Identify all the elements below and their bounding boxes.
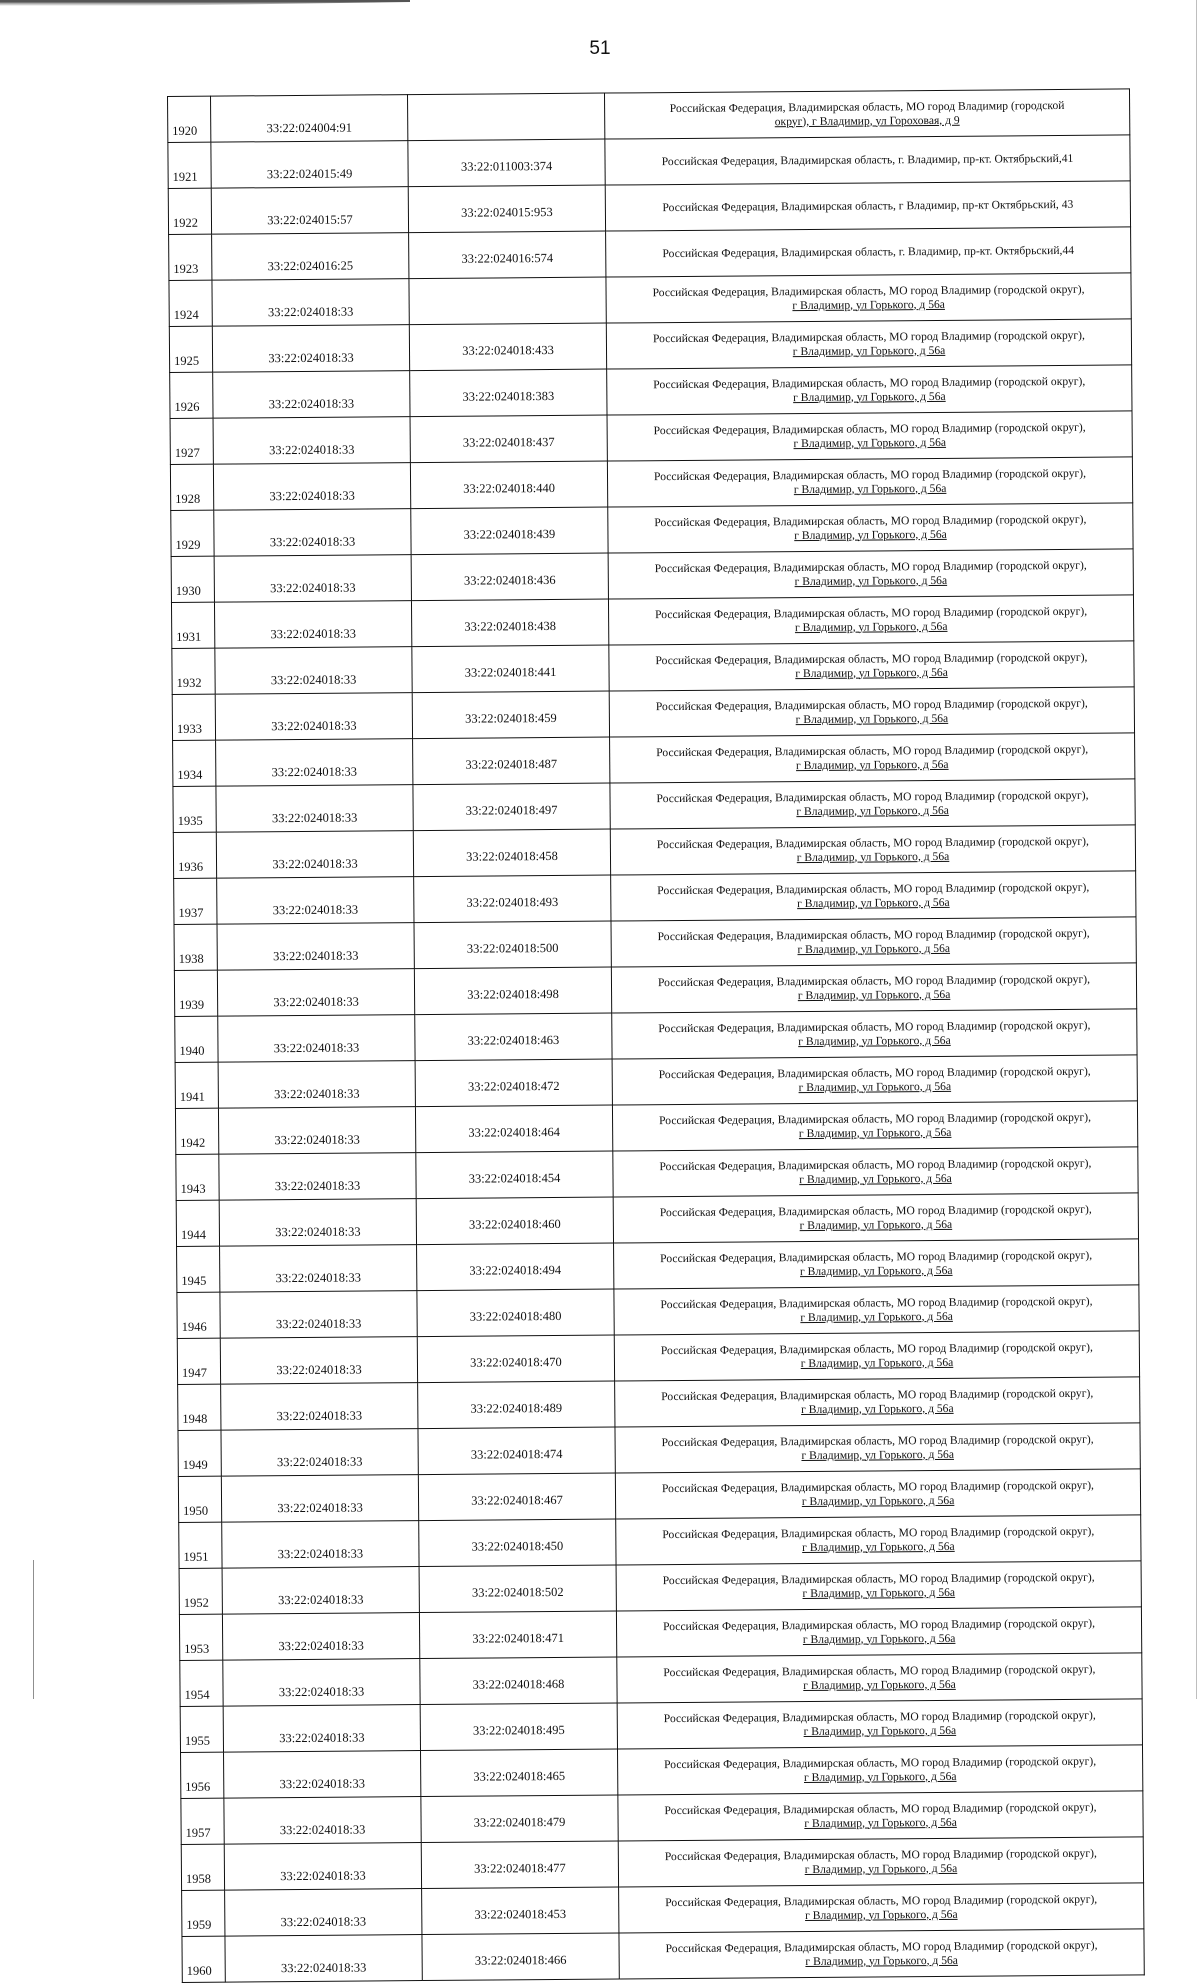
address-cell (608, 549, 1133, 599)
address-cell (615, 1469, 1140, 1519)
address-line-1: Российская Федерация, Владимирская область, МО город Владимир (городской округ), (658, 1064, 1091, 1081)
object-cadastral-number: 33:22:024018:497 (413, 783, 610, 831)
address-cell (618, 1791, 1143, 1841)
object-cadastral-number: 33:22:024018:465 (421, 1749, 618, 1797)
address-line-1: Российская Федерация, Владимирская область, МО город Владимир (городской округ), (664, 1754, 1097, 1771)
table-row (169, 273, 1131, 327)
table-row (181, 1791, 1143, 1845)
table-row (168, 89, 1130, 143)
address-line-2: г Владимир, ул Горького, д 56а (794, 619, 948, 634)
address-cell (612, 1101, 1137, 1151)
table-row (174, 917, 1136, 971)
row-number: 1920 (168, 96, 211, 142)
row-number: 1953 (179, 1614, 222, 1660)
table-row (179, 1607, 1141, 1661)
row-number: 1930 (171, 556, 214, 602)
address-line-2: г Владимир, ул Горького, д 56а (796, 849, 950, 864)
table-row (172, 687, 1134, 741)
table-row (173, 733, 1135, 787)
address-line-2: г Владимир, ул Горького, д 56а (793, 481, 947, 496)
table-row (182, 1883, 1144, 1937)
address-cell (615, 1377, 1140, 1427)
object-cadastral-number: 33:22:024018:498 (414, 967, 611, 1015)
address-line-2: г Владимир, ул Горького, д 56а (795, 757, 949, 772)
table-row (178, 1423, 1140, 1477)
building-cadastral-number: 33:22:024018:33 (217, 923, 414, 971)
object-cadastral-number: 33:22:024018:467 (418, 1473, 615, 1521)
address-cell (616, 1515, 1141, 1565)
building-cadastral-number: 33:22:024018:33 (216, 831, 413, 879)
address-line-2: г Владимир, ул Горького, д 56а (798, 1033, 951, 1048)
address-cell (614, 1285, 1139, 1335)
building-cadastral-number: 33:22:024018:33 (222, 1521, 419, 1569)
row-number: 1925 (169, 326, 212, 372)
row-number: 1959 (182, 1890, 225, 1936)
row-number: 1950 (178, 1476, 221, 1522)
address-line-2: г Владимир, ул Горького, д 56а (800, 1355, 954, 1370)
row-number: 1941 (175, 1062, 218, 1108)
address-line-1: Российская Федерация, Владимирская область, МО город Владимир (городской округ), (661, 1478, 1094, 1495)
address-line-2: г Владимир, ул Горького, д 56а (792, 343, 946, 358)
object-cadastral-number: 33:22:024018:466 (422, 1933, 619, 1981)
building-cadastral-number: 33:22:024018:33 (216, 785, 413, 833)
address-cell (618, 1837, 1143, 1887)
table-row (176, 1147, 1138, 1201)
building-cadastral-number: 33:22:024018:33 (221, 1475, 418, 1523)
object-cadastral-number: 33:22:024018:450 (419, 1519, 616, 1567)
building-cadastral-number: 33:22:024018:33 (217, 969, 414, 1017)
address-cell (619, 1883, 1144, 1933)
table-row (179, 1515, 1141, 1569)
address-cell (606, 319, 1131, 369)
row-number: 1960 (182, 1936, 225, 1982)
address-line-1: Российская Федерация, Владимирская область, МО город Владимир (городской округ), (652, 282, 1085, 299)
address-cell (616, 1561, 1141, 1611)
table-row (182, 1929, 1144, 1983)
row-number: 1938 (174, 924, 217, 970)
address-line-1: Российская Федерация, Владимирская область, МО город Владимир (городской округ), (653, 374, 1086, 391)
table-row (173, 779, 1135, 833)
address-cell (606, 227, 1131, 277)
table-row (179, 1561, 1141, 1615)
row-number: 1949 (178, 1430, 221, 1476)
building-cadastral-number: 33:22:024018:33 (220, 1245, 417, 1293)
address-line-2: г Владимир, ул Горького, д 56а (802, 1539, 955, 1554)
address-line-1: Российская Федерация, Владимирская область, МО город Владимир (городской округ), (657, 880, 1090, 897)
object-cadastral-number: 33:22:024018:479 (421, 1795, 618, 1843)
address-cell (605, 181, 1130, 231)
scan-edge-line-left (33, 1560, 34, 1699)
address-cell (608, 595, 1133, 645)
address-cell (610, 733, 1135, 783)
address-line-1: Российская Федерация, Владимирская область, МО город Владимир (городской округ), (662, 1524, 1095, 1541)
address-line-1: Российская Федерация, Владимирская область, МО город Владимир (городской округ), (663, 1708, 1096, 1725)
object-cadastral-number: 33:22:024018:500 (414, 921, 611, 969)
address-line-2: г Владимир, ул Горького, д 56а (801, 1493, 955, 1508)
address-cell (609, 641, 1134, 691)
table-row (181, 1837, 1143, 1891)
address-line-1: Российская Федерация, Владимирская область, МО город Владимир (городской округ), (653, 420, 1086, 437)
table-row (171, 503, 1133, 557)
table-row (173, 825, 1135, 879)
address-line-2: округ), г Владимир, ул Гороховая, д 9 (774, 113, 960, 128)
building-cadastral-number: 33:22:024018:33 (225, 1935, 422, 1983)
row-number: 1955 (180, 1706, 223, 1752)
building-cadastral-number: 33:22:024018:33 (213, 417, 410, 465)
table-row (180, 1653, 1142, 1707)
address-line-2: г Владимир, ул Горького, д 56а (793, 389, 946, 404)
address-line-2: г Владимир, ул Горького, д 56а (798, 1079, 952, 1094)
object-cadastral-number: 33:22:024018:470 (417, 1335, 614, 1383)
address-line-2: г Владимир, ул Горького, д 56а (793, 435, 947, 450)
address-cell (608, 503, 1133, 553)
building-cadastral-number: 33:22:024018:33 (217, 877, 414, 925)
address-line-2: г Владимир, ул Горького, д 56а (796, 803, 949, 818)
row-number: 1942 (175, 1108, 218, 1154)
address-line-1: Российская Федерация, Владимирская область, г Владимир, пр-кт Октябрьский, 43 (662, 197, 1074, 214)
address-cell (609, 687, 1134, 737)
address-line-2: г Владимир, ул Горького, д 56а (804, 1861, 958, 1876)
address-line-1: Российская Федерация, Владимирская область, г. Владимир, пр-кт. Октябрьский,41 (661, 151, 1074, 168)
object-cadastral-number: 33:22:024016:574 (409, 231, 606, 279)
object-cadastral-number: 33:22:024018:458 (413, 829, 610, 877)
address-cell (616, 1607, 1141, 1657)
building-cadastral-number: 33:22:024018:33 (224, 1843, 421, 1891)
building-cadastral-number: 33:22:024018:33 (214, 509, 411, 557)
address-line-1: Российская Федерация, Владимирская область, МО город Владимир (городской округ), (664, 1800, 1097, 1817)
address-line-1: Российская Федерация, Владимирская область, МО город Владимир (городской округ), (655, 696, 1088, 713)
object-cadastral-number: 33:22:024018:472 (415, 1059, 612, 1107)
table-row (177, 1239, 1139, 1293)
object-cadastral-number: 33:22:024018:433 (409, 323, 606, 371)
building-cadastral-number: 33:22:024018:33 (215, 647, 412, 695)
table-row (171, 595, 1133, 649)
row-number: 1956 (181, 1752, 224, 1798)
building-cadastral-number: 33:22:024018:33 (213, 463, 410, 511)
address-line-1: Российская Федерация, Владимирская область, МО город Владимир (городской округ), (655, 604, 1088, 621)
building-cadastral-number: 33:22:024018:33 (221, 1429, 418, 1477)
object-cadastral-number: 33:22:024018:477 (421, 1841, 618, 1889)
object-cadastral-number: 33:22:024018:468 (420, 1657, 617, 1705)
row-number: 1934 (173, 740, 216, 786)
address-line-2: г Владимир, ул Горького, д 56а (799, 1171, 952, 1186)
scan-edge-line-right (1196, 0, 1197, 1699)
address-line-2: г Владимир, ул Горького, д 56а (801, 1447, 955, 1462)
address-line-1: Российская Федерация, Владимирская область, МО город Владимир (городской округ), (656, 788, 1089, 805)
address-cell (611, 963, 1136, 1013)
building-cadastral-number: 33:22:024018:33 (222, 1567, 419, 1615)
address-line-2: г Владимир, ул Горького, д 56а (797, 987, 951, 1002)
object-cadastral-number: 33:22:024018:459 (412, 691, 609, 739)
address-line-1: Российская Федерация, Владимирская область, МО город Владимир (городской округ), (659, 1110, 1092, 1127)
address-line-2: г Владимир, ул Горького, д 56а (802, 1585, 956, 1600)
address-line-1: Российская Федерация, Владимирская область, МО город Владимир (городской округ), (663, 1662, 1096, 1679)
address-line-1: Российская Федерация, Владимирская область, МО город Владимир (городской округ), (654, 512, 1087, 529)
row-number: 1922 (168, 188, 211, 234)
row-number: 1923 (169, 234, 212, 280)
row-number: 1927 (170, 418, 213, 464)
address-line-2: г Владимир, ул Горького, д 56а (799, 1263, 953, 1278)
building-cadastral-number: 33:22:024018:33 (222, 1613, 419, 1661)
building-cadastral-number: 33:22:024018:33 (218, 1015, 415, 1063)
row-number: 1921 (168, 142, 211, 188)
table-row (181, 1745, 1143, 1799)
object-cadastral-number: 33:22:024018:493 (414, 875, 611, 923)
address-line-2: г Владимир, ул Горького, д 56а (794, 573, 948, 588)
address-line-2: г Владимир, ул Горького, д 56а (797, 941, 951, 956)
table-body (168, 89, 1145, 1982)
address-line-2: г Владимир, ул Горького, д 56а (800, 1309, 953, 1324)
building-cadastral-number: 33:22:024018:33 (221, 1383, 418, 1431)
address-line-1: Российская Федерация, Владимирская область, МО город Владимир (городской округ), (659, 1156, 1092, 1173)
address-cell (607, 365, 1132, 415)
address-line-2: г Владимир, ул Горького, д 56а (803, 1723, 957, 1738)
table-row (175, 1055, 1137, 1109)
address-line-1: Российская Федерация, Владимирская область, МО город Владимир (городской округ), (664, 1846, 1097, 1863)
address-cell (614, 1239, 1139, 1289)
address-cell (615, 1423, 1140, 1473)
address-line-1: Российская Федерация, Владимирская область, МО город Владимир (городской округ), (660, 1294, 1093, 1311)
building-cadastral-number: 33:22:024004:91 (211, 95, 408, 143)
row-number: 1924 (169, 280, 212, 326)
address-line-1: Российская Федерация, Владимирская область, МО город Владимир (городской округ), (658, 1018, 1091, 1035)
address-cell (605, 135, 1130, 185)
row-number: 1939 (174, 970, 217, 1016)
object-cadastral-number: 33:22:024018:480 (417, 1289, 614, 1337)
building-cadastral-number: 33:22:024018:33 (215, 693, 412, 741)
building-cadastral-number: 33:22:024018:33 (218, 1061, 415, 1109)
address-line-1: Российская Федерация, Владимирская область, МО город Владимир (городской округ), (660, 1340, 1093, 1357)
table-row (170, 411, 1132, 465)
address-line-2: г Владимир, ул Горького, д 56а (804, 1815, 957, 1830)
building-cadastral-number: 33:22:024018:33 (225, 1889, 422, 1937)
row-number: 1946 (177, 1292, 220, 1338)
building-cadastral-number: 33:22:024018:33 (212, 325, 409, 373)
object-cadastral-number: 33:22:024018:495 (420, 1703, 617, 1751)
address-line-1: Российская Федерация, Владимирская область, МО город Владимир (городской округ), (659, 1202, 1092, 1219)
table-row (178, 1377, 1140, 1431)
table-row (168, 181, 1130, 235)
row-number: 1935 (173, 786, 216, 832)
object-cadastral-number: 33:22:024015:953 (408, 185, 605, 233)
table-row (170, 365, 1132, 419)
address-line-1: Российская Федерация, Владимирская область, МО город Владимир (городской округ), (656, 742, 1089, 759)
address-line-2: г Владимир, ул Горького, д 56а (803, 1769, 957, 1784)
object-cadastral-number: 33:22:024018:460 (416, 1197, 613, 1245)
address-line-2: г Владимир, ул Горького, д 56а (805, 1953, 958, 1968)
building-cadastral-number: 33:22:024018:33 (216, 739, 413, 787)
object-cadastral-number: 33:22:024018:464 (415, 1105, 612, 1153)
row-number: 1931 (171, 602, 214, 648)
address-cell (607, 411, 1132, 461)
address-cell (604, 89, 1129, 139)
object-cadastral-number: 33:22:024018:494 (417, 1243, 614, 1291)
table-row (171, 549, 1133, 603)
address-line-1: Российская Федерация, Владимирская область, МО город Владимир (городской округ), (660, 1248, 1093, 1265)
address-line-1: Российская Федерация, Владимирская область, МО город Владимир (городской округ), (655, 650, 1088, 667)
object-cadastral-number: 33:22:024018:438 (411, 599, 608, 647)
object-cadastral-number: 33:22:024018:439 (411, 507, 608, 555)
row-number: 1932 (172, 648, 215, 694)
object-cadastral-number: 33:22:024018:441 (412, 645, 609, 693)
object-cadastral-number: 33:22:024018:474 (418, 1427, 615, 1475)
address-line-1: Российская Федерация, Владимирская область, МО город Владимир (городской округ), (665, 1892, 1098, 1909)
row-number: 1940 (175, 1016, 218, 1062)
address-cell (611, 917, 1136, 967)
row-number: 1943 (176, 1154, 219, 1200)
scan-edge-mark (0, 0, 410, 8)
object-cadastral-number: 33:22:024018:463 (415, 1013, 612, 1061)
row-number: 1945 (177, 1246, 220, 1292)
address-line-2: г Владимир, ул Горького, д 56а (792, 297, 945, 312)
building-cadastral-number: 33:22:024018:33 (223, 1705, 420, 1753)
table-row (170, 457, 1132, 511)
address-line-1: Российская Федерация, Владимирская область, МО город Владимир (городской округ), (662, 1616, 1096, 1633)
building-cadastral-number: 33:22:024018:33 (214, 555, 411, 603)
address-line-1: Российская Федерация, Владимирская область, МО город Владимир (городской округ), (657, 926, 1090, 943)
building-cadastral-number: 33:22:024018:33 (212, 279, 409, 327)
row-number: 1958 (181, 1844, 224, 1890)
address-line-2: г Владимир, ул Горького, д 56а (795, 665, 948, 680)
table-row (172, 641, 1134, 695)
row-number: 1947 (177, 1338, 220, 1384)
address-cell (613, 1193, 1138, 1243)
address-cell (611, 871, 1136, 921)
address-cell (612, 1009, 1137, 1059)
table-row (174, 963, 1136, 1017)
row-number: 1936 (173, 832, 216, 878)
table-row (169, 227, 1131, 281)
building-cadastral-number: 33:22:024018:33 (219, 1199, 416, 1247)
address-line-1: Российская Федерация, Владимирская область, г. Владимир, пр-кт. Октябрьский,44 (662, 243, 1075, 260)
row-number: 1957 (181, 1798, 224, 1844)
address-cell (617, 1699, 1142, 1749)
address-line-2: г Владимир, ул Горького, д 56а (794, 527, 947, 542)
address-line-2: г Владимир, ул Горького, д 56а (799, 1217, 953, 1232)
object-cadastral-number: 33:22:011003:374 (408, 139, 605, 187)
address-line-2: г Владимир, ул Горького, д 56а (801, 1401, 954, 1416)
building-cadastral-number: 33:22:024018:33 (213, 371, 410, 419)
building-cadastral-number: 33:22:024015:49 (211, 141, 408, 189)
table-row (177, 1331, 1139, 1385)
row-number: 1944 (176, 1200, 219, 1246)
object-cadastral-number: 33:22:024018:440 (410, 461, 607, 509)
page-number: 51 (589, 38, 611, 59)
address-line-1: Российская Федерация, Владимирская область, МО город Владимир (городской (669, 98, 1065, 115)
object-cadastral-number: 33:22:024018:454 (416, 1151, 613, 1199)
table-row (177, 1285, 1139, 1339)
address-line-2: г Владимир, ул Горького, д 56а (804, 1907, 958, 1922)
address-line-1: Российская Федерация, Владимирская область, МО город Владимир (городской округ), (661, 1386, 1094, 1403)
table-row (180, 1699, 1142, 1753)
address-cell (606, 273, 1131, 323)
address-cell (614, 1331, 1139, 1381)
object-cadastral-number: 33:22:024018:453 (422, 1887, 619, 1935)
address-line-1: Российская Федерация, Владимирская область, МО город Владимир (городской округ), (654, 558, 1087, 575)
building-cadastral-number: 33:22:024018:33 (219, 1153, 416, 1201)
table-row (169, 319, 1131, 373)
table-row (168, 135, 1130, 189)
object-cadastral-number: 33:22:024018:436 (411, 553, 608, 601)
address-cell (617, 1653, 1142, 1703)
address-line-2: г Владимир, ул Горького, д 56а (803, 1677, 956, 1692)
row-number: 1948 (178, 1384, 221, 1430)
row-number: 1928 (170, 464, 213, 510)
address-line-2: г Владимир, ул Горького, д 56а (798, 1125, 952, 1140)
object-cadastral-number (409, 277, 606, 325)
address-line-2: г Владимир, ул Горького, д 56а (797, 895, 950, 910)
building-cadastral-number: 33:22:024018:33 (223, 1659, 420, 1707)
object-cadastral-number: 33:22:024018:437 (410, 415, 607, 463)
building-cadastral-number: 33:22:024018:33 (218, 1107, 415, 1155)
object-cadastral-number: 33:22:024018:489 (418, 1381, 615, 1429)
row-number: 1937 (174, 878, 217, 924)
object-cadastral-number: 33:22:024018:471 (419, 1611, 616, 1659)
address-line-2: г Владимир, ул Горького, д 56а (802, 1631, 956, 1646)
table-row (178, 1469, 1140, 1523)
object-cadastral-number (407, 93, 604, 141)
address-cell (612, 1055, 1137, 1105)
address-line-1: Российская Федерация, Владимирская область, МО город Владимир (городской округ), (653, 466, 1087, 483)
building-cadastral-number: 33:22:024015:57 (211, 187, 408, 235)
building-cadastral-number: 33:22:024016:25 (212, 233, 409, 281)
object-cadastral-number: 33:22:024018:502 (419, 1565, 616, 1613)
address-line-2: г Владимир, ул Горького, д 56а (795, 711, 949, 726)
address-cell (607, 457, 1132, 507)
object-cadastral-number: 33:22:024018:383 (410, 369, 607, 417)
table-row (175, 1101, 1137, 1155)
table-row (174, 871, 1136, 925)
address-line-1: Российская Федерация, Владимирская область, МО город Владимир (городской округ), (656, 834, 1089, 851)
address-cell (617, 1745, 1142, 1795)
row-number: 1952 (179, 1568, 222, 1614)
object-cadastral-number: 33:22:024018:487 (413, 737, 610, 785)
address-line-1: Российская Федерация, Владимирская область, МО город Владимир (городской округ), (652, 328, 1085, 345)
address-cell (610, 779, 1135, 829)
table-row (176, 1193, 1138, 1247)
building-cadastral-number: 33:22:024018:33 (224, 1751, 421, 1799)
table-row (175, 1009, 1137, 1063)
row-number: 1954 (180, 1660, 223, 1706)
address-line-1: Российская Федерация, Владимирская область, МО город Владимир (городской округ), (661, 1432, 1094, 1449)
building-cadastral-number: 33:22:024018:33 (224, 1797, 421, 1845)
row-number: 1926 (170, 372, 213, 418)
address-cell (619, 1929, 1144, 1979)
row-number: 1929 (171, 510, 214, 556)
building-cadastral-number: 33:22:024018:33 (214, 601, 411, 649)
row-number: 1951 (179, 1522, 222, 1568)
building-cadastral-number: 33:22:024018:33 (220, 1337, 417, 1385)
address-cell (613, 1147, 1138, 1197)
building-cadastral-number: 33:22:024018:33 (220, 1291, 417, 1339)
address-cell (610, 825, 1135, 875)
address-line-1: Российская Федерация, Владимирская область, МО город Владимир (городской округ), (662, 1570, 1095, 1587)
address-line-1: Российская Федерация, Владимирская область, МО город Владимир (городской округ), (657, 972, 1091, 989)
row-number: 1933 (172, 694, 215, 740)
address-line-1: Российская Федерация, Владимирская область, МО город Владимир (городской округ), (665, 1938, 1098, 1955)
